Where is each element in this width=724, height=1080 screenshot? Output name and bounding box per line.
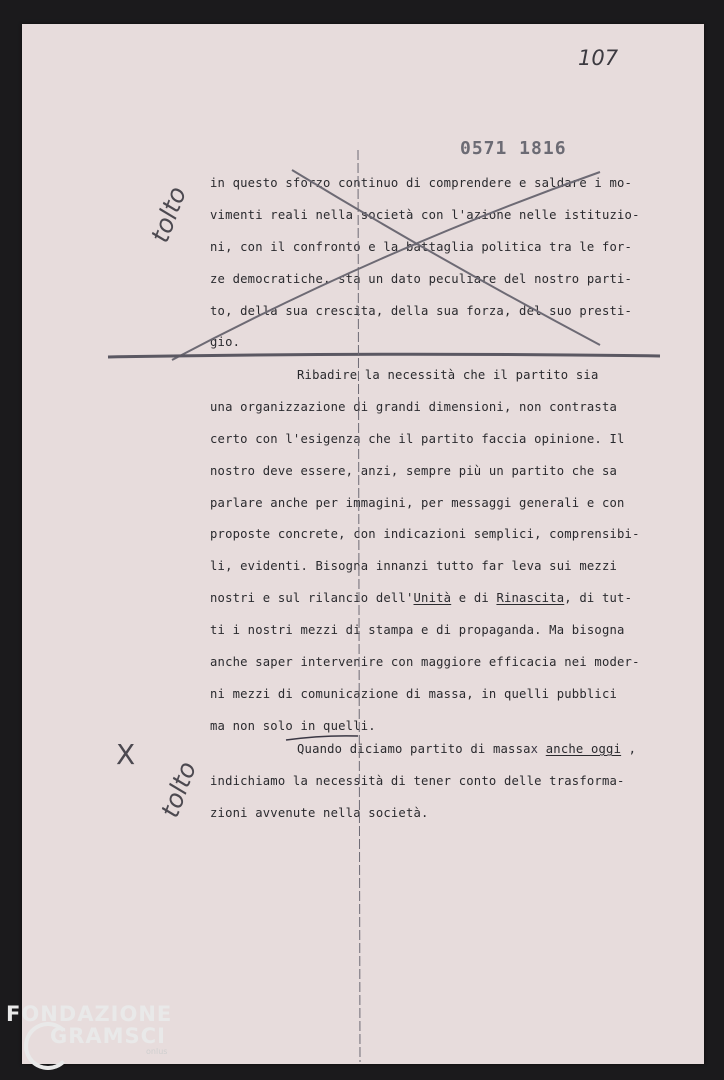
paragraph-3-line: indichiamo la necessità di tener conto delle trasforma- [210, 773, 625, 788]
paragraph-2-line: anche saper intervenire con maggiore efficacia nei moder- [210, 655, 640, 670]
pen-insert-mark: x [530, 742, 546, 756]
underlined-title-rinascita: Rinascita [496, 591, 565, 606]
archive-stamp: 0571 1816 [460, 138, 567, 159]
paragraph-1-line: vimenti reali nella società con l'azione nelle istituzio- [210, 207, 640, 222]
text-segment: Quando diciamo partito di massa [297, 742, 531, 756]
text-segment: e di [451, 591, 497, 606]
paragraph-1-line: to, della sua crescita, della sua forza, del suo presti- [210, 303, 633, 318]
paragraph-2-line: una organizzazione di grandi dimensioni, non contrasta [210, 399, 618, 414]
underlined-title-unita: Unità [413, 591, 452, 606]
paragraph-2-line: ma non solo in quelli. [210, 718, 376, 733]
paragraph-2-line: certo con l'esigenza che il partito faccia opinione. Il [210, 431, 625, 446]
logo-line: onlus [146, 1047, 168, 1056]
pencil-cross-stroke-1 [292, 170, 600, 345]
pencil-cut-line [108, 354, 660, 357]
paragraph-1-line: ni, con il confronto e la battaglia politica tra le for- [210, 239, 633, 254]
paragraph-2-line: parlare anche per immagini, per messaggi generali e con [210, 495, 625, 510]
margin-note-x: X [116, 738, 136, 771]
fondazione-gramsci-logo [6, 1003, 172, 1057]
page-number: 107 [578, 46, 619, 70]
paragraph-2-line: Ribadire la necessità che il partito sia [297, 368, 599, 382]
pen-stroke [286, 736, 358, 740]
paragraph-3-line: zioni avvenute nella società. [210, 805, 429, 820]
text-segment: , di tut- [564, 591, 633, 606]
margin-note-tolto-1: tolto [145, 182, 192, 247]
paragraph-2-line: li, evidenti. Bisogna innanzi tutto far leva sui mezzi [210, 559, 618, 574]
paragraph-2-line: ni mezzi di comunicazione di massa, in quelli pubblici [210, 686, 618, 701]
logo-line: FONDAZIONE [6, 1002, 173, 1026]
paragraph-1-line: in questo sforzo continuo di comprendere e saldare i mo- [210, 176, 633, 190]
fold-line [358, 150, 360, 1062]
pencil-cross-stroke-2 [172, 172, 600, 360]
pen-comma: , [621, 742, 637, 756]
text-segment: nostri e sul rilancio dell' [210, 591, 414, 606]
paragraph-2-line: nostro deve essere, anzi, sempre più un partito che sa [210, 463, 618, 478]
paragraph-1-line: ze democratiche, sta un dato peculiare del nostro parti- [210, 271, 633, 286]
pen-insert-anche-oggi: anche oggi [545, 742, 622, 756]
paragraph-1-line: gio. [210, 335, 241, 350]
margin-note-tolto-2: tolto [155, 757, 202, 822]
logo-line: GRAMSCI [50, 1024, 166, 1048]
paragraph-2-line: ti i nostri mezzi di stampa e di propaganda. Ma bisogna [210, 623, 625, 638]
paragraph-2-line: proposte concrete, con indicazioni semplici, comprensibi- [210, 527, 640, 542]
